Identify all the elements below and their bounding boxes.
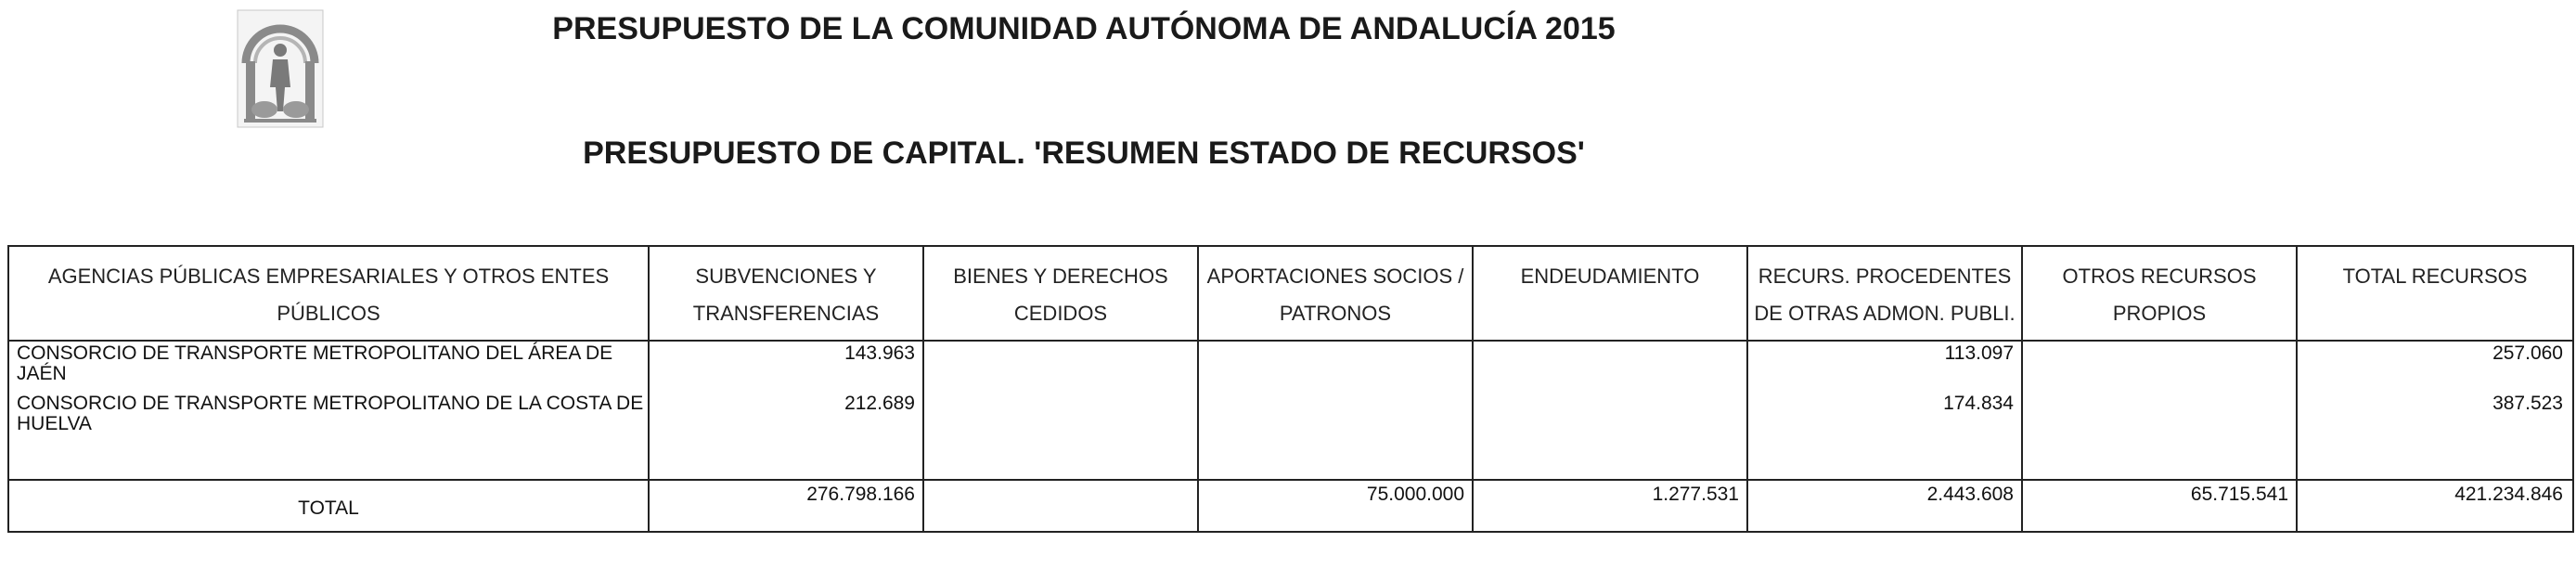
table-cell: 113.097 [1944, 342, 2014, 364]
column-header-line: PÚBLICOS [277, 302, 380, 325]
column-header-line: CEDIDOS [1013, 302, 1108, 325]
table-cell: 387.523 [2492, 393, 2563, 414]
table-cell: 143.963 [844, 342, 915, 364]
table-border-bottom [7, 531, 2574, 533]
table-row-entity-name [17, 394, 648, 434]
column-header-aportaciones [1199, 258, 1472, 332]
column-header-line: SUBVENCIONES Y [695, 265, 877, 288]
resources-table [7, 245, 2574, 533]
column-header-endeudamiento [1474, 258, 1746, 295]
total-cell: 276.798.166 [806, 484, 915, 505]
column-header-subvenciones [650, 258, 922, 332]
entity-name-line: CONSORCIO DE TRANSPORTE METROPOLITANO DE LA COSTA DE [17, 393, 644, 414]
header-divider [7, 340, 2574, 342]
column-divider [2572, 245, 2574, 533]
entity-name-line: JAÉN [17, 363, 67, 384]
column-header-recursos-otras-admon [1748, 258, 2021, 332]
total-cell: 75.000.000 [1366, 484, 1464, 505]
column-header-line: PROPIOS [2112, 302, 2207, 325]
page-subtitle: PRESUPUESTO DE CAPITAL. 'RESUMEN ESTADO DE RECURSOS' [583, 136, 1585, 171]
column-header-line: PATRONOS [1279, 302, 1392, 325]
column-header-line: RECURS. PROCEDENTES [1758, 265, 2012, 288]
total-cell: 421.234.846 [2454, 484, 2563, 505]
table-cell: 257.060 [2492, 342, 2563, 364]
column-header-otros-recursos [2023, 258, 2296, 332]
total-divider [7, 479, 2574, 481]
column-header-line: AGENCIAS PÚBLICAS EMPRESARIALES Y OTROS ENTES [47, 265, 610, 288]
entity-name-line: HUELVA [17, 413, 92, 434]
total-label: TOTAL [298, 497, 359, 519]
table-cell: 174.834 [1943, 393, 2014, 414]
column-header-line: BIENES Y DERECHOS [953, 265, 1168, 288]
column-header-line: OTROS RECURSOS [2062, 265, 2257, 288]
total-cell: 65.715.541 [2190, 484, 2288, 505]
column-header-bienes [924, 258, 1197, 332]
column-header-line: ENDEUDAMIENTO [1520, 265, 1700, 288]
column-header-total-recursos [2298, 258, 2572, 295]
table-row-entity-name [17, 343, 648, 384]
total-cell: 2.443.608 [1926, 484, 2014, 505]
column-header-line: TOTAL RECURSOS [2342, 265, 2528, 288]
entity-name-line: CONSORCIO DE TRANSPORTE METROPOLITANO DEL ÁREA DE [17, 342, 613, 364]
column-header-line: APORTACIONES SOCIOS / [1206, 265, 1464, 288]
table-cell: 212.689 [844, 393, 915, 414]
column-header-line: DE OTRAS ADMON. PUBLI. [1754, 302, 2016, 325]
column-header-line: TRANSFERENCIAS [692, 302, 880, 325]
table-border-top [7, 245, 2574, 247]
total-cell: 1.277.531 [1652, 484, 1739, 505]
column-header-entity [9, 258, 648, 332]
page-title: PRESUPUESTO DE LA COMUNIDAD AUTÓNOMA DE ANDALUCÍA 2015 [552, 11, 1616, 46]
